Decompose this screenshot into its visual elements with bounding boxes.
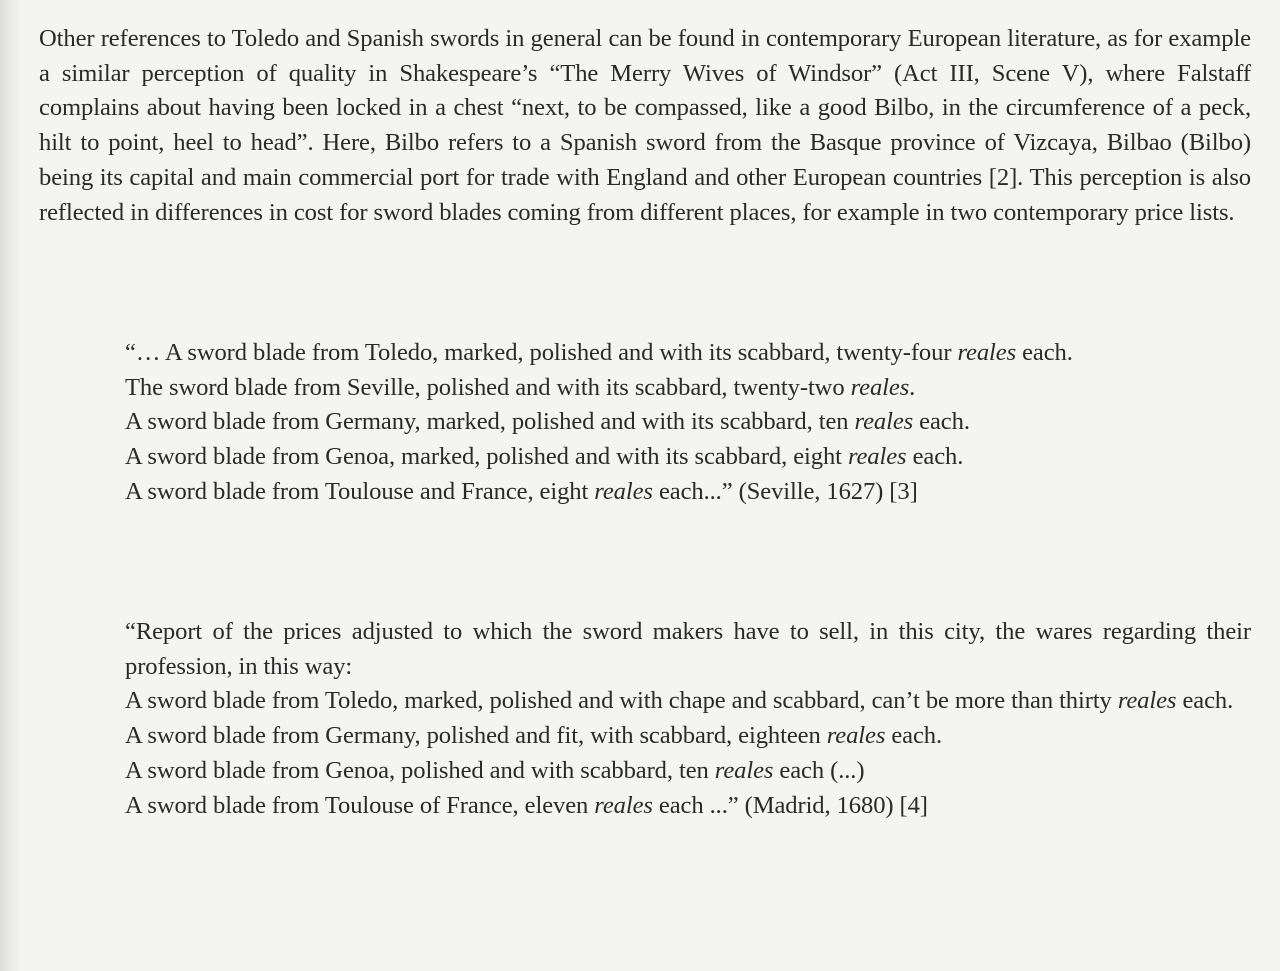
currency-term: reales (850, 373, 910, 401)
madrid-entry-toulouse: A sword blade from Toulouse of France, eleven reales each ...” (Madrid, 1680) [4] (125, 791, 928, 819)
seville-entry-toledo: “… A sword blade from Toledo, marked, polished and with its scabbard, twenty-four reales each. (125, 339, 1073, 366)
currency-term: reales (594, 791, 653, 819)
seville-entry-genoa: A sword blade from Genoa, marked, polished and with its scabbard, eight reales each. (125, 443, 964, 471)
currency-term: reales (594, 477, 653, 505)
madrid-entry-germany: A sword blade from Germany, polished and fit, with scabbard, eighteen reales each. (125, 722, 943, 750)
price-list-madrid (125, 615, 1251, 823)
currency-term: reales (854, 408, 914, 436)
intro-paragraph: Other references to Toledo and Spanish swords in general can be found in contemporary European literature, as for example a similar perception of quality in Shakespeare’s “The Merry Wives of Windsor” (Act III, Scene V), where Falstaff complains about having been locked in a chest “next, to be compassed, like a good Bilbo, in the circumference of a peck, hilt to point, heel to head”. Here, Bilbo refers to a Spanish sword from the Basque province of Vizcaya, Bilbao (Bilbo) being its capital and main commercial port for trade with England and other European countries [2]. This perception is also reflected in differences in cost for sword blades coming from different places, for example in two contemporary price lists. (39, 25, 1251, 226)
currency-term: reales (1117, 687, 1177, 715)
currency-term: reales (826, 722, 886, 750)
seville-entry-toulouse: A sword blade from Toulouse and France, eight reales each...” (Seville, 1627) [3] (125, 477, 918, 505)
seville-entry-seville: The sword blade from Seville, polished and with its scabbard, twenty-two reales. (125, 373, 916, 401)
madrid-entry-genoa: A sword blade from Genoa, polished and with scabbard, ten reales each (...) (125, 756, 865, 784)
madrid-report-heading: “Report of the prices adjusted to which the sword makers have to sell, in this city, the wares regarding their profession, in this way: (125, 618, 1251, 680)
price-list-seville (125, 336, 1251, 510)
currency-term: reales (847, 443, 907, 471)
currency-term: reales (714, 756, 774, 784)
currency-term: reales (957, 339, 1017, 366)
madrid-entry-toledo: A sword blade from Toledo, marked, polished and with chape and scabbard, can’t be more than thirty reales each. (125, 687, 1234, 715)
seville-entry-germany: A sword blade from Germany, marked, polished and with its scabbard, ten reales each. (125, 408, 970, 436)
